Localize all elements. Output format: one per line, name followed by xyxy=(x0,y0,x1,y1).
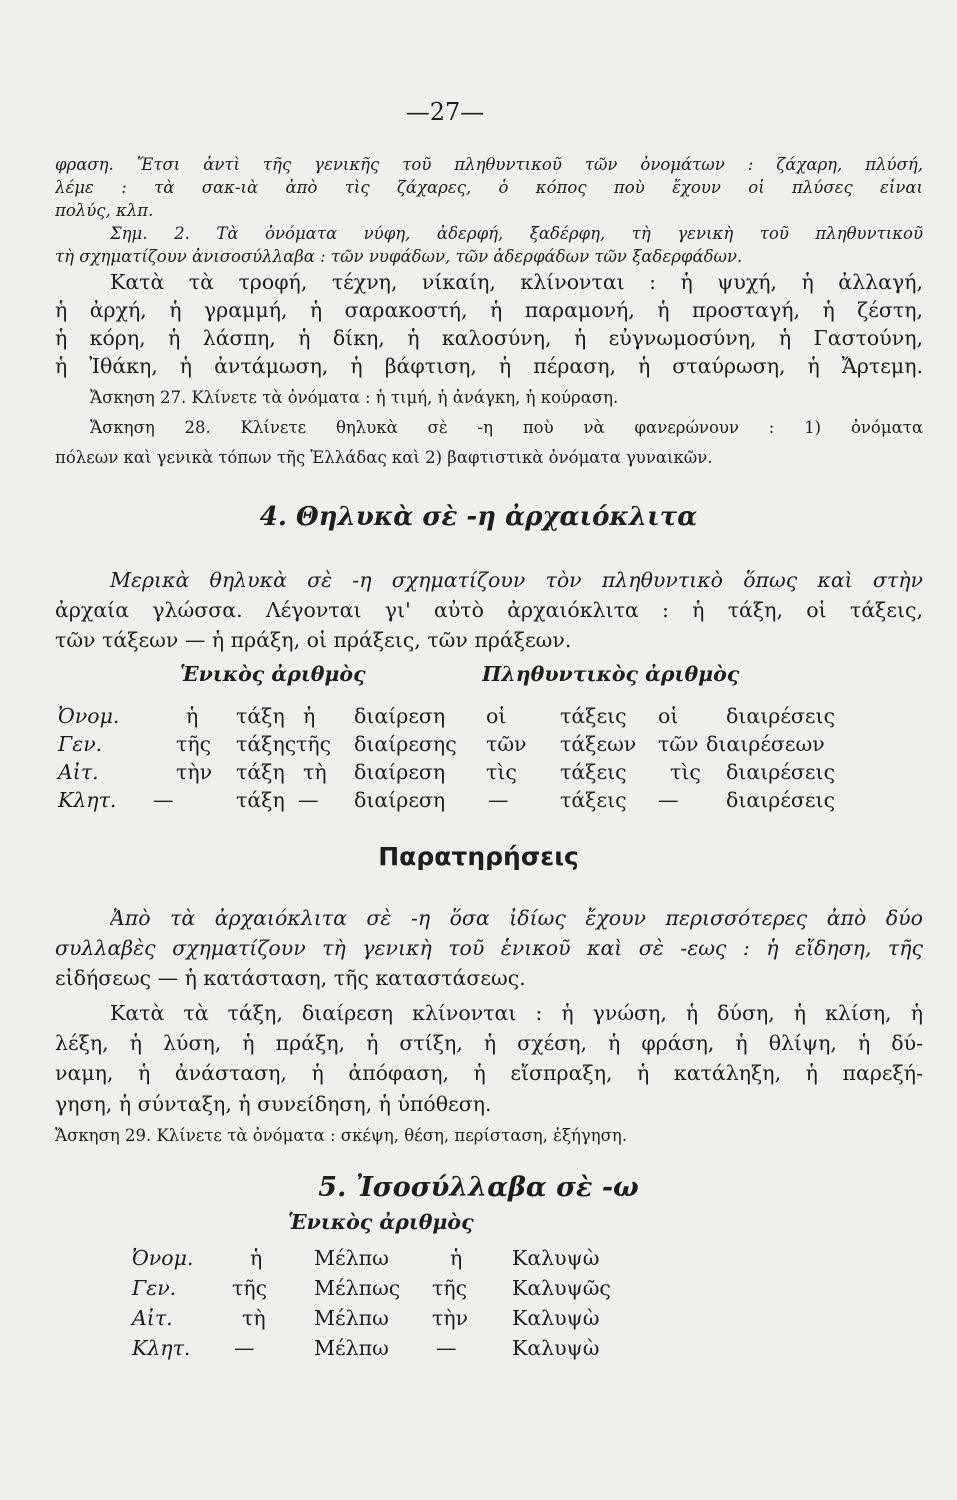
article: οἱ xyxy=(658,704,679,728)
word: διαιρέσεις xyxy=(726,760,836,784)
case-label: Γεν. xyxy=(132,1276,177,1300)
word: Καλυψὼ xyxy=(512,1306,600,1330)
word: τάξη xyxy=(236,760,285,784)
declension-table xyxy=(58,704,928,816)
word: Μέλπως xyxy=(314,1276,401,1300)
table-row xyxy=(58,788,928,816)
article: ἡ xyxy=(186,704,199,728)
text-line: συλλαβὲς σχηματίζουν τὴ γενικὴ τοῦ ἑνικοῦ καὶ σὲ -εως : ἡ εἴδηση, τῆς xyxy=(55,936,923,960)
article: — xyxy=(153,788,174,812)
word: τάξεις xyxy=(560,704,627,728)
case-label: Γεν. xyxy=(58,732,103,756)
word: Μέλπω xyxy=(314,1306,389,1330)
text-line: Ἀπὸ τὰ ἀρχαιόκλιτα σὲ -η ὅσα ἰδίως ἔχουν περισσότερες ἀπὸ δύο xyxy=(110,906,923,930)
case-label: Αἰτ. xyxy=(132,1306,173,1330)
text-line: Μερικὰ θηλυκὰ σὲ -η σχηματίζουν τὸν πληθυντικὸ ὅπως καὶ στὴν xyxy=(110,568,923,592)
text-line: πολύς, κλπ. xyxy=(55,201,154,220)
text-line: ἀρχαία γλώσσα. Λέγονται γι' αὐτὸ ἀρχαιόκλιτα : ἡ τάξη, οἱ τάξεις, xyxy=(55,598,923,622)
section-5-title: 5. Ἰσοσύλλαβα σὲ -ω xyxy=(318,1172,639,1203)
table-row xyxy=(132,1246,832,1276)
singular-header: Ἑνικὸς ἀριθμὸς xyxy=(180,662,366,686)
text-line: λέξη, ἡ λύση, ἡ πράξη, ἡ στίξη, ἡ σχέση, ἡ φράση, ἡ θλίψη, ἡ δύ- xyxy=(55,1031,923,1055)
word: διαίρεση xyxy=(354,704,446,728)
text-line: Κατὰ τὰ τροφή, τέχνη, νίκαίη, κλίνονται : ἡ ψυχή, ἡ ἀλλαγή, xyxy=(110,270,923,294)
word: διαίρεση xyxy=(354,788,446,812)
table-row xyxy=(58,732,928,760)
article: ἡ xyxy=(303,704,316,728)
singular-header: Ἑνικὸς ἀριθμὸς xyxy=(288,1210,474,1234)
word: τάξεις xyxy=(560,788,627,812)
case-label: Ὀνομ. xyxy=(132,1246,194,1270)
article: — xyxy=(298,788,319,812)
article: — xyxy=(436,1336,457,1360)
case-label: Κλητ. xyxy=(132,1336,191,1360)
exercise-line: πόλεων καὶ γενικὰ τόπων τῆς Ἑλλάδας καὶ 2) βαφτιστικὰ ὀνόματα γυναικῶν. xyxy=(55,448,713,467)
article: τῆς xyxy=(232,1276,268,1300)
article: τὴν xyxy=(176,760,213,784)
exercise-line: Ἄσκηση 29. Κλίνετε τὰ ὀνόματα : σκέψη, θέση, περίσταση, ἐξήγηση. xyxy=(55,1126,628,1145)
table-row xyxy=(58,760,928,788)
article: τὴν xyxy=(432,1306,469,1330)
article: τὴ xyxy=(303,760,327,784)
article: τὴ xyxy=(242,1306,266,1330)
text-line: τῶν τάξεων — ἡ πράξη, οἱ πράξεις, τῶν πράξεων. xyxy=(55,628,572,652)
word: διαιρέσεις xyxy=(726,704,836,728)
text-line: λέμε : τὰ σακ-ιὰ ἀπὸ τὶς ζάχαρες, ὁ κόπος ποὺ ἔχουν οἱ πλύσες εἶναι xyxy=(55,178,923,197)
word: τάξεων xyxy=(560,732,637,756)
article: — xyxy=(658,788,679,812)
article: τὶς xyxy=(486,760,517,784)
table-row xyxy=(58,704,928,732)
remarks-title: Παρατηρήσεις xyxy=(378,842,579,871)
article: τῆς xyxy=(176,732,212,756)
word: Μέλπω xyxy=(314,1246,389,1270)
table-row xyxy=(132,1276,832,1306)
text-line: γηση, ἡ σύνταξη, ἡ συνείδηση, ἡ ὑπόθεση. xyxy=(55,1092,492,1116)
article: — xyxy=(234,1336,255,1360)
case-label: Ὀνομ. xyxy=(58,704,120,728)
article: τῆς xyxy=(432,1276,468,1300)
word: Καλυψὼ xyxy=(512,1246,600,1270)
article: ἡ xyxy=(450,1246,463,1270)
table-row xyxy=(132,1306,832,1336)
word: τάξεις xyxy=(560,760,627,784)
word: Καλυψῶς xyxy=(512,1276,611,1300)
word: διαιρέσεις xyxy=(726,788,836,812)
note-line: τὴ σχηματίζουν ἀνισοσύλλαβα : τῶν νυφάδων, τῶν ἀδερφάδων τῶν ξαδερφάδων. xyxy=(55,247,743,266)
word: τάξης xyxy=(236,732,297,756)
case-label: Κλητ. xyxy=(58,788,117,812)
word: τάξη xyxy=(236,704,285,728)
text-line: Κατὰ τὰ τάξη, διαίρεση κλίνονται : ἡ γνώση, ἡ δύση, ἡ κλίση, ἡ xyxy=(110,1001,923,1025)
word: Μέλπω xyxy=(314,1336,389,1360)
text-line: ἡ ἀρχή, ἡ γραμμή, ἡ σαρακοστή, ἡ παραμονή, ἡ προσταγή, ἡ ζέστη, xyxy=(55,298,923,322)
article: — xyxy=(488,788,509,812)
exercise-line: Ἄσκηση 28. Κλίνετε θηλυκὰ σὲ -η ποὺ νὰ φανερώνουν : 1) ὀνόματα xyxy=(90,418,923,437)
note-line: Σημ. 2. Τὰ ὀνόματα νύφη, ἀδερφή, ξαδέρφη, τὴ γενικὴ τοῦ πληθυντικοῦ xyxy=(110,224,923,243)
text-line: φραση. Ἔτσι ἀντὶ τῆς γενικῆς τοῦ πληθυντικοῦ τῶν ὀνομάτων : ζάχαρη, πλύσή, xyxy=(55,155,923,174)
text-line: ναμη, ἡ ἀνάσταση, ἡ ἀπόφαση, ἡ εἴσπραξη, ἡ κατάληξη, ἡ παρεξή- xyxy=(55,1061,923,1085)
word: Καλυψὼ xyxy=(512,1336,600,1360)
article: οἱ xyxy=(486,704,507,728)
declension-table-omega xyxy=(132,1246,832,1366)
word: διαίρεση xyxy=(354,760,446,784)
word: διαιρέσεων xyxy=(706,732,825,756)
article: τῶν xyxy=(658,732,699,756)
text-line: ἡ Ἰθάκη, ἡ ἀντάμωση, ἡ βάφτιση, ἡ πέραση, ἡ σταύρωση, ἡ Ἄρτεμη. xyxy=(55,354,923,378)
article: τὶς xyxy=(670,760,701,784)
table-row xyxy=(132,1336,832,1366)
page-number: —27— xyxy=(405,98,485,126)
text-line: εἰδήσεως — ἡ κατάσταση, τῆς καταστάσεως. xyxy=(55,966,526,990)
exercise-line: Ἄσκηση 27. Κλίνετε τὰ ὀνόματα : ἡ τιμή, ἡ ἀνάγκη, ἡ κούραση. xyxy=(90,388,619,407)
article: τῆς xyxy=(296,732,332,756)
article: τῶν xyxy=(486,732,527,756)
plural-header: Πληθυντικὸς ἀριθμὸς xyxy=(482,662,740,686)
word: διαίρεσης xyxy=(354,732,457,756)
article: ἡ xyxy=(250,1246,263,1270)
case-label: Αἰτ. xyxy=(58,760,99,784)
section-4-title: 4. Θηλυκὰ σὲ -η ἀρχαιόκλιτα xyxy=(259,502,698,532)
text-line: ἡ κόρη, ἡ λάσπη, ἡ δίκη, ἡ καλοσύνη, ἡ εὐγνωμοσύνη, ἡ Γαστούνη, xyxy=(55,326,923,350)
word: τάξη xyxy=(236,788,285,812)
